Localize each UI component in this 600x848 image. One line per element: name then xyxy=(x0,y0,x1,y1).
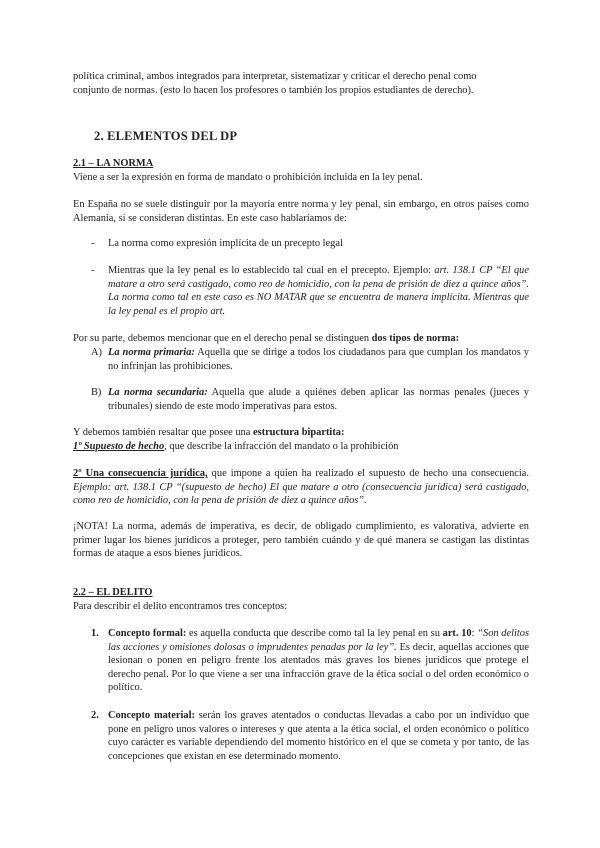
bullet-text: La norma como expresión implícita de un precepto legal xyxy=(108,238,343,249)
tipos-intro-text: Por su parte, debemos mencionar que en el derecho penal se distinguen xyxy=(73,333,372,344)
list-text xyxy=(108,386,529,413)
list-item-b xyxy=(91,386,529,413)
concepto-formal-colon: : xyxy=(471,628,478,639)
norma-secundaria-label: La norma secundaria: xyxy=(108,387,208,398)
tipos-intro xyxy=(73,332,529,346)
delito-intro: Para describir el delito encontramos tres conceptos: xyxy=(73,600,288,612)
estructura-paragraph xyxy=(73,426,529,453)
concepto-formal-rest: Es decir, aquellas acciones que lesionan o ponen en peligro frente los atentados más graves los bienes jurídicos que protege el derecho penal. Por lo que viene a ser una infracción grave de la ética social o del orden económico o político. xyxy=(108,641,529,693)
consecuencia-label: 2º Una consecuencia jurídica, xyxy=(73,468,208,479)
norma-primaria-text: Aquella que se dirige a todos los ciudadanos para que cumplan los mandatos y no infrinjan las prohibiciones. xyxy=(108,347,529,372)
norma-definition: Viene a ser la expresión en forma de mandato o prohibición incluida en la ley penal. xyxy=(73,171,423,183)
list-marker: 2. xyxy=(91,710,99,721)
intro-line-1: política criminal, ambos integrados para interpretar, sistematizar y criticar el derecho penal como xyxy=(73,71,477,82)
intro-line-2: conjunto de normas. (esto lo hacen los profesores o también los propios estudiantes de derecho). xyxy=(73,84,474,96)
concepto-formal-text: es aquella conducta que describe como tal la ley penal en su xyxy=(186,628,443,639)
list-text xyxy=(108,346,529,373)
list-item-2 xyxy=(91,709,529,763)
norma-section xyxy=(73,157,529,184)
concepto-formal-art: art. 10 xyxy=(442,628,472,639)
consecuencia-text: que impone a quien ha realizado el supuesto de hecho una consecuencia. xyxy=(207,468,530,479)
bullet-text-plain: Mientras que la ley penal es lo establecido tal cual en el precepto. Ejemplo: xyxy=(108,265,435,276)
norma-primaria-label: La norma primaria: xyxy=(108,347,195,358)
supuesto-label: 1º Supuesto de hecho xyxy=(73,440,165,452)
consecuencia-example: Ejemplo: art. 138.1 CP “(supuesto de hecho) El que matare a otro (consecuencia jurídica) será castigado, como reo de homicidio, con la pena de prisión de diez a quince años”. xyxy=(73,481,529,506)
list-item-1 xyxy=(91,627,529,695)
list-text xyxy=(108,627,529,695)
concepto-material-label: Concepto material: xyxy=(108,710,195,721)
list-marker: 1. xyxy=(91,628,99,639)
dash-marker: - xyxy=(91,265,95,276)
tipos-intro-bold: dos tipos de norma: xyxy=(371,333,460,344)
nota-paragraph: ¡NOTA! La norma, además de imperativa, es decir, de obligado cumplimiento, es valorativa, advierte en primer lugar los bienes jurídicos a proteger, pero también cuándo y de qué manera se castigan las distintas formas de ataque a esos bienes jurídicos. xyxy=(73,521,529,559)
norma-secundaria-text: Aquella que alude a quiénes deben aplicar las normas penales (jueces y tribunales) siendo de este modo imperativas para estos. xyxy=(108,387,529,412)
norma-title: 2.1 – LA NORMA xyxy=(73,158,154,169)
delito-section xyxy=(73,586,529,613)
section-heading: 2. ELEMENTOS DEL DP xyxy=(94,129,238,143)
norma-paragraph: En España no se suele distinguir por la mayoría entre norma y ley penal, sin embargo, en otros países como Alemania, sí se consideran distintas. En este caso hablaríamos de: xyxy=(73,199,529,224)
bullet-text xyxy=(108,264,529,318)
delito-title: 2.2 – EL DELITO xyxy=(73,587,153,598)
intro-paragraph xyxy=(73,70,529,97)
concepto-material-text: serán los graves atentados o conductas llevadas a cabo por un individuo que pone en peligro unos valores o intereses y que atenta a la ética social, el orden económico o político cuyo carácter es variable dependiendo del momento histórico en el que se cometa y por tanto, de las concepciones que existan en ese determinado momento. xyxy=(108,710,530,762)
estructura-bold: estructura bipartita: xyxy=(252,427,345,438)
list-item-a xyxy=(91,346,529,373)
consecuencia-paragraph xyxy=(73,467,529,508)
concepto-formal-quote: “Son delitos las acciones y omisiones dolosas o imprudentes penadas por la ley”. xyxy=(108,628,530,653)
concepto-formal-label: Concepto formal: xyxy=(108,628,187,639)
supuesto-text: , que describe la infracción del mandato o la prohibición xyxy=(164,440,399,452)
estructura-text: Y debemos también resaltar que posee una xyxy=(73,427,253,438)
bullet-item xyxy=(91,264,529,318)
dash-marker: - xyxy=(91,238,95,249)
bullet-example: art. 138.1 CP “El que matare a otro será castigado, como reo de homicidio, con la pena de prisión de diez a quince años”. La norma como tal en este caso es NO MATAR que se encuentra de manera implícita. Mientras que la ley penal es el propio art. xyxy=(108,265,529,317)
bullet-item xyxy=(91,237,529,251)
list-marker: A) xyxy=(91,347,102,358)
list-marker: B) xyxy=(91,387,102,398)
list-text xyxy=(108,709,529,763)
